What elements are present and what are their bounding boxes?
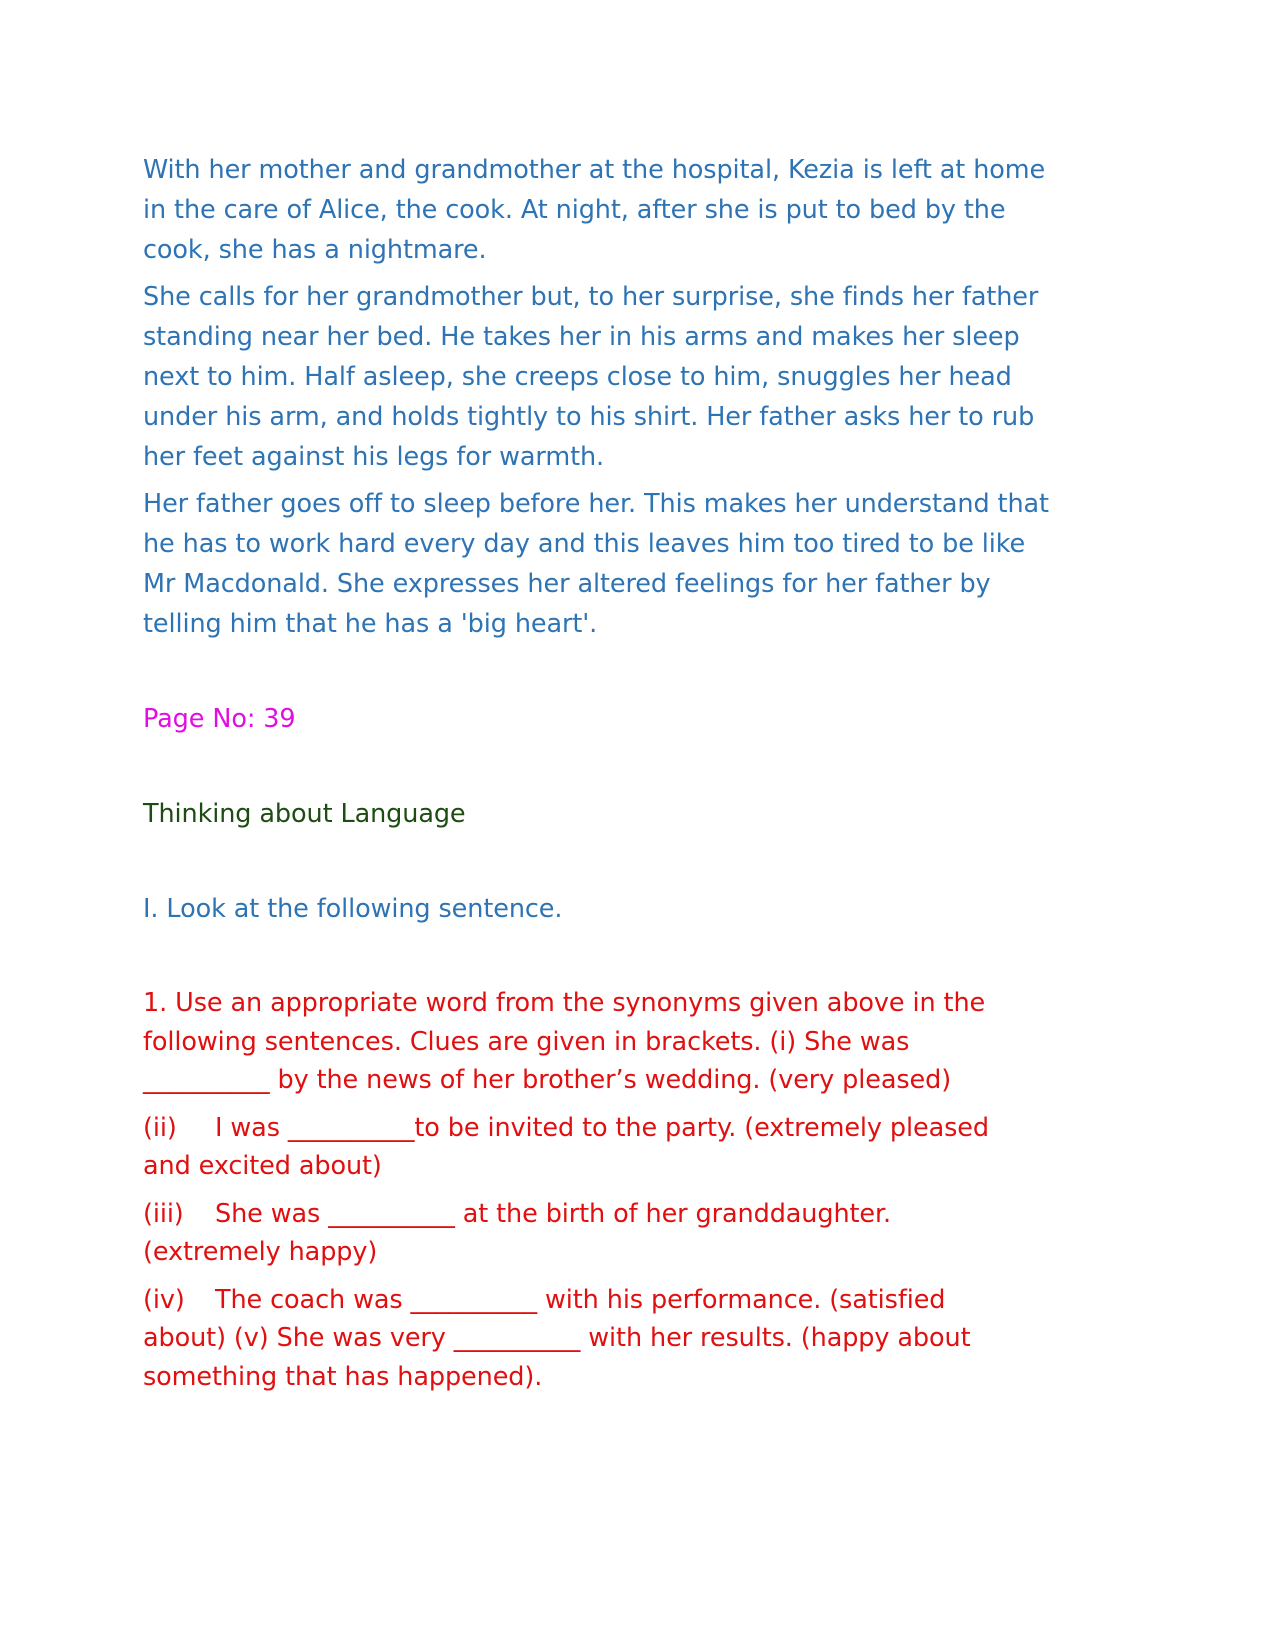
text-line: __________ by the news of her brother’s wedding. (very pleased) — [143, 1065, 952, 1095]
text-line: next to him. Half asleep, she creeps close to him, snuggles her head — [143, 362, 1012, 392]
text-line: he has to work hard every day and this leaves him too tired to be like — [143, 529, 1026, 559]
text-line: and excited about) — [143, 1151, 382, 1181]
text-line: Her father goes off to sleep before her. This makes her understand that — [143, 489, 1049, 519]
document-page — [143, 150, 1103, 1396]
text-line: standing near her bed. He takes her in his arms and makes her sleep — [143, 322, 1020, 352]
text-line: something that has happened). — [143, 1361, 543, 1392]
item-text: The coach was __________ with his performance. (satisfied — [215, 1284, 946, 1315]
item-label: (iii) — [143, 1198, 184, 1229]
text-line — [143, 1109, 1103, 1148]
item-label: (iv) — [143, 1284, 185, 1315]
question-1 — [143, 984, 1103, 1100]
story-paragraph-2 — [143, 277, 1103, 477]
text-line: following sentences. Clues are given in brackets. (i) She was — [143, 1026, 910, 1057]
text-line: cook, she has a nightmare. — [143, 235, 487, 265]
item-label: (ii) — [143, 1112, 177, 1143]
text-line: about) (v) She was very __________ with her results. (happy about — [143, 1323, 971, 1353]
text-line: 1. Use an appropriate word from the synonyms given above in the — [143, 988, 986, 1018]
question-item-iv — [143, 1281, 1103, 1397]
text-line — [143, 1281, 1103, 1320]
text-line: in the care of Alice, the cook. At night, after she is put to bed by the — [143, 195, 1006, 225]
text-line — [143, 1195, 1103, 1234]
item-text: I was __________to be invited to the party. (extremely pleased — [215, 1112, 989, 1143]
text-line: With her mother and grandmother at the hospital, Kezia is left at home — [143, 155, 1046, 185]
section-heading: Thinking about Language — [143, 799, 466, 829]
question-item-iii — [143, 1195, 1103, 1272]
story-paragraph-1 — [143, 150, 1103, 270]
page-number: Page No: 39 — [143, 704, 296, 734]
text-line: (extremely happy) — [143, 1237, 378, 1267]
item-text: She was __________ at the birth of her granddaughter. — [215, 1198, 892, 1229]
question-item-ii — [143, 1109, 1103, 1186]
text-line: She calls for her grandmother but, to her surprise, she finds her father — [143, 282, 1039, 312]
text-line: telling him that he has a 'big heart'. — [143, 609, 598, 639]
text-line: under his arm, and holds tightly to his shirt. Her father asks her to rub — [143, 402, 1035, 432]
instruction-text: I. Look at the following sentence. — [143, 894, 563, 924]
text-line: Mr Macdonald. She expresses her altered feelings for her father by — [143, 569, 991, 599]
text-line: her feet against his legs for warmth. — [143, 442, 605, 472]
story-paragraph-3 — [143, 484, 1103, 644]
